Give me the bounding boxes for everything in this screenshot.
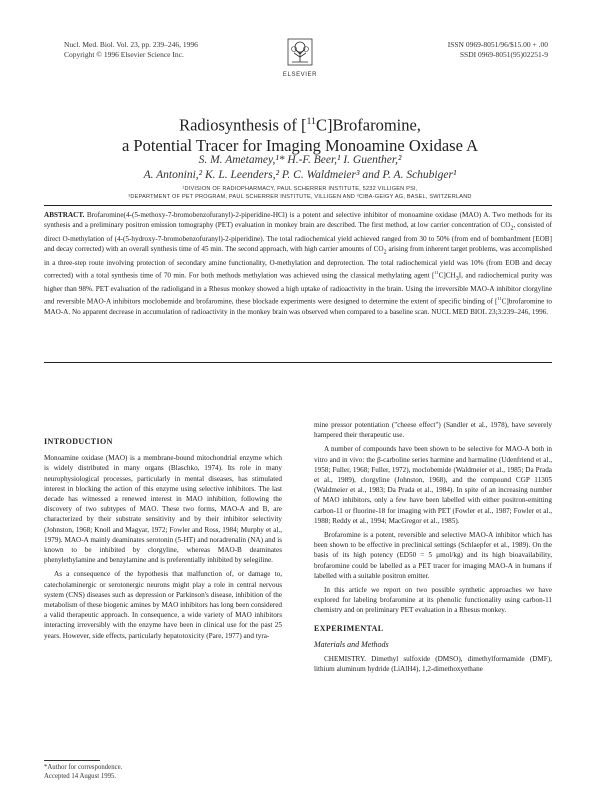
authors-line-2: A. Antonini,² K. L. Leenders,² P. C. Waldmeier³ and P. A. Schubiger¹ — [143, 169, 457, 181]
ssdi-line: SSDI 0969-8051(95)02251-9 — [459, 50, 548, 59]
title-line-2: a Potential Tracer for Imaging Monoamine Oxidase A — [121, 135, 479, 155]
intro-paragraph-1: Monoamine oxidase (MAO) is a membrane-bound mitochondrial enzyme which is widely distributed in many organs (Blaschko, 1974). Its role in many neurophysiological processes, particularly in mental diseases, has stimulated interest in blocking the action of this enzyme using selective inhibitors. The last decade has witnessed a renewed interest in MAO inhibition, following the discovery of two subtypes of MAO. These two forms, MAO-A and B, are characterized by their substrate sensitivity and by their inhibitor selectivity (Johnston, 1968; Knoll and Magyar, 1972; Fowler and Ross, 1984; Murphy et al., 1979). MAO-A mainly deaminates serotonin (5-HT) and noradrenalin (NA) and is known to be inhibited by clorgyline, whereas MAO-B deaminates phenylethylamine and benzylamine and is preferentially inhibited by selegiline. — [44, 454, 282, 565]
title-line-1: Radiosynthesis of [$^{11}$C]Brofaromine, — [179, 115, 421, 135]
issn-line: ISSN 0969-8051/96/$15.00 + .00 — [447, 40, 548, 49]
publisher-logo — [280, 38, 320, 78]
abstract-label: ABSTRACT. — [44, 211, 85, 219]
left-column — [44, 437, 282, 645]
authors-line-1: S. M. Ametamey,¹* H.-F. Beer,¹ I. Guenther,² — [198, 154, 402, 166]
author-list — [60, 153, 540, 183]
abstract-bottom-rule — [44, 362, 552, 363]
right-column — [314, 420, 552, 678]
elsevier-tree-icon — [287, 38, 313, 66]
intro-paragraph-4: A number of compounds have been shown to be selective for MAO-A both in vitro and in vivo: the β-carboline series harmine and harmaline (Udenfriend et al., 1958; Fuller, 1968; Fuller, 1972), moclobemide (Waldmeier et al., 1985; Da Prada et al., 1989), clorgyline (Johnston, 1968), and the compound CGP 11305 (Waldmeier et al., 1983; Da Prada et al., 1984). In spite of an increasing number of MAO inhibitors, only a few have been labelled with either positron-emitting carbon-11 or fluorine-18 for imaging with PET (Fowler et al., 1987; Fowler et al., 1988; Reddy et al., 1994; MacGregor et al., 1985). — [314, 445, 552, 525]
publisher-logo-text: ELSEVIER — [282, 72, 318, 78]
experimental-heading: EXPERIMENTAL — [314, 623, 384, 633]
footnote-accepted: Accepted 14 August 1995. — [44, 773, 117, 780]
chemistry-label: CHEMISTRY. — [324, 655, 367, 664]
footnote-rule — [44, 760, 100, 761]
abstract-citation: NUCL MED BIOL 23;3:239–246, 1996. — [429, 307, 549, 316]
affiliations — [70, 185, 530, 201]
intro-paragraph-6: In this article we report on two possible synthetic approaches we have explored for labeling brofaromine at its phenolic functionality using carbon-11 chemistry and on preliminary PET evaluation in a Rhesus monkey. — [314, 586, 552, 615]
affiliation-line-1: ¹DIVISION OF RADIOPHARMACY, PAUL SCHERRER INSTITUTE, 5232 VILLIGEN PSI, — [182, 186, 418, 192]
intro-paragraph-2: As a consequence of the hypothesis that malfunction of, or damage to, catecholaminergic or serotonergic neurons might play a role in central nervous system (CNS) diseases such as depression or Parkinson's disease, inhibition of the metabolism of these biogenic amines by MAO inhibitors has long been considered a valid therapeutic approach. In consequence, a wide variety of MAO inhibitors interacting irreversibly with the enzyme have been in clinical use for the past 25 years. However, side effects, particularly hepatotoxicity (Pare, 1977) and tyra- — [44, 570, 282, 640]
copyright-line: Copyright © 1996 Elsevier Science Inc. — [64, 50, 184, 59]
footnote-correspondence: *Author for correspondence. — [44, 764, 123, 771]
abstract-top-rule — [44, 205, 552, 206]
intro-paragraph-3: mine pressor potentiation ("cheese effect") (Sandler et al., 1978), have severely hampered their therapeutic use. — [314, 421, 552, 440]
chemistry-paragraph: CHEMISTRY. Dimethyl sulfoxide (DMSO), dimethylformamide (DMF), lithium aluminum hydride (LiAlH4), 1,2-dimethoxyethane — [314, 655, 552, 674]
introduction-heading: INTRODUCTION — [44, 437, 113, 446]
affiliation-line-2: ²DEPARTMENT OF PET PROGRAM, PAUL SCHERRER INSTITUTE, VILLIGEN AND ³CIBA-GEIGY AG, BASEL, SWITZERLAND — [128, 194, 472, 200]
materials-methods-subheading: Materials and Methods — [314, 639, 389, 649]
paper-title — [60, 112, 540, 156]
intro-paragraph-5: Brofaromine is a potent, reversible and selective MAO-A inhibitor which has been shown to be effective in preclinical settings (Schlaepfer et al., 1989). On the basis of its high potency (ED50 = 5 µmol/kg) and its high bioavailability, brofaromine could be labelled as a PET tracer for imaging MAO-A in humans if labelled with a suitable positron emitter. — [314, 531, 552, 580]
issn-header — [448, 40, 548, 60]
journal-citation-line: Nucl. Med. Biol. Vol. 23, pp. 239–246, 1996 — [64, 40, 198, 49]
abstract-block: ABSTRACT. Brofaromine(4-(5-methoxy-7-bromobenzofuranyl)-2-piperidine-HCl) is a potent and selective inhibitor of monoamine oxidase (MAO) A. Two methods for its synthesis and a preliminary positron emission tomography (PET) evaluation in monkey brain are described. The first method, at low carrier concentration of $CO_2$, consisted of direct O-methylation of (4-(5-hydroxy-7-bromobenzofuranyl)-2-piperidine). The total radiochemical yield achieved ranged from 30 to 50% (from end of bombardment [EOB] and decay corrected) with an overall synthesis time of 45 min. The second approach, with high carrier amounts of $CO_2$ arising from inherent target problems, was accomplished in a three-step route involving protection of secondary amine functionality, O-methylation and deprotection. The total radiochemical yield was 10% (from EOB and decay corrected) with a total synthesis time of 70 min. For both methods methylation was achieved using the classical methylating agent $[^{11}C]CH_3I$, and radiochemical purity was higher than 98%. PET evaluation of the radioligand in a Rhesus monkey showed a high uptake of radioactivity in the brain. Using the irreversible MAO-A inhibitor clorgyline and reversible MAO-A inhibitors moclobemide and brofaromine, these blockade experiments were designed to determine the extent of specific binding of [$^{11}$C]brofaromine to MAO-A. No apparent decrease in accumulation of radioactivity in the monkey brain was observed when compared to a baseline scan. NUCL MED BIOL 23;3:239–246, 1996. — [44, 211, 552, 316]
journal-header — [64, 40, 198, 60]
footnote — [44, 763, 122, 781]
